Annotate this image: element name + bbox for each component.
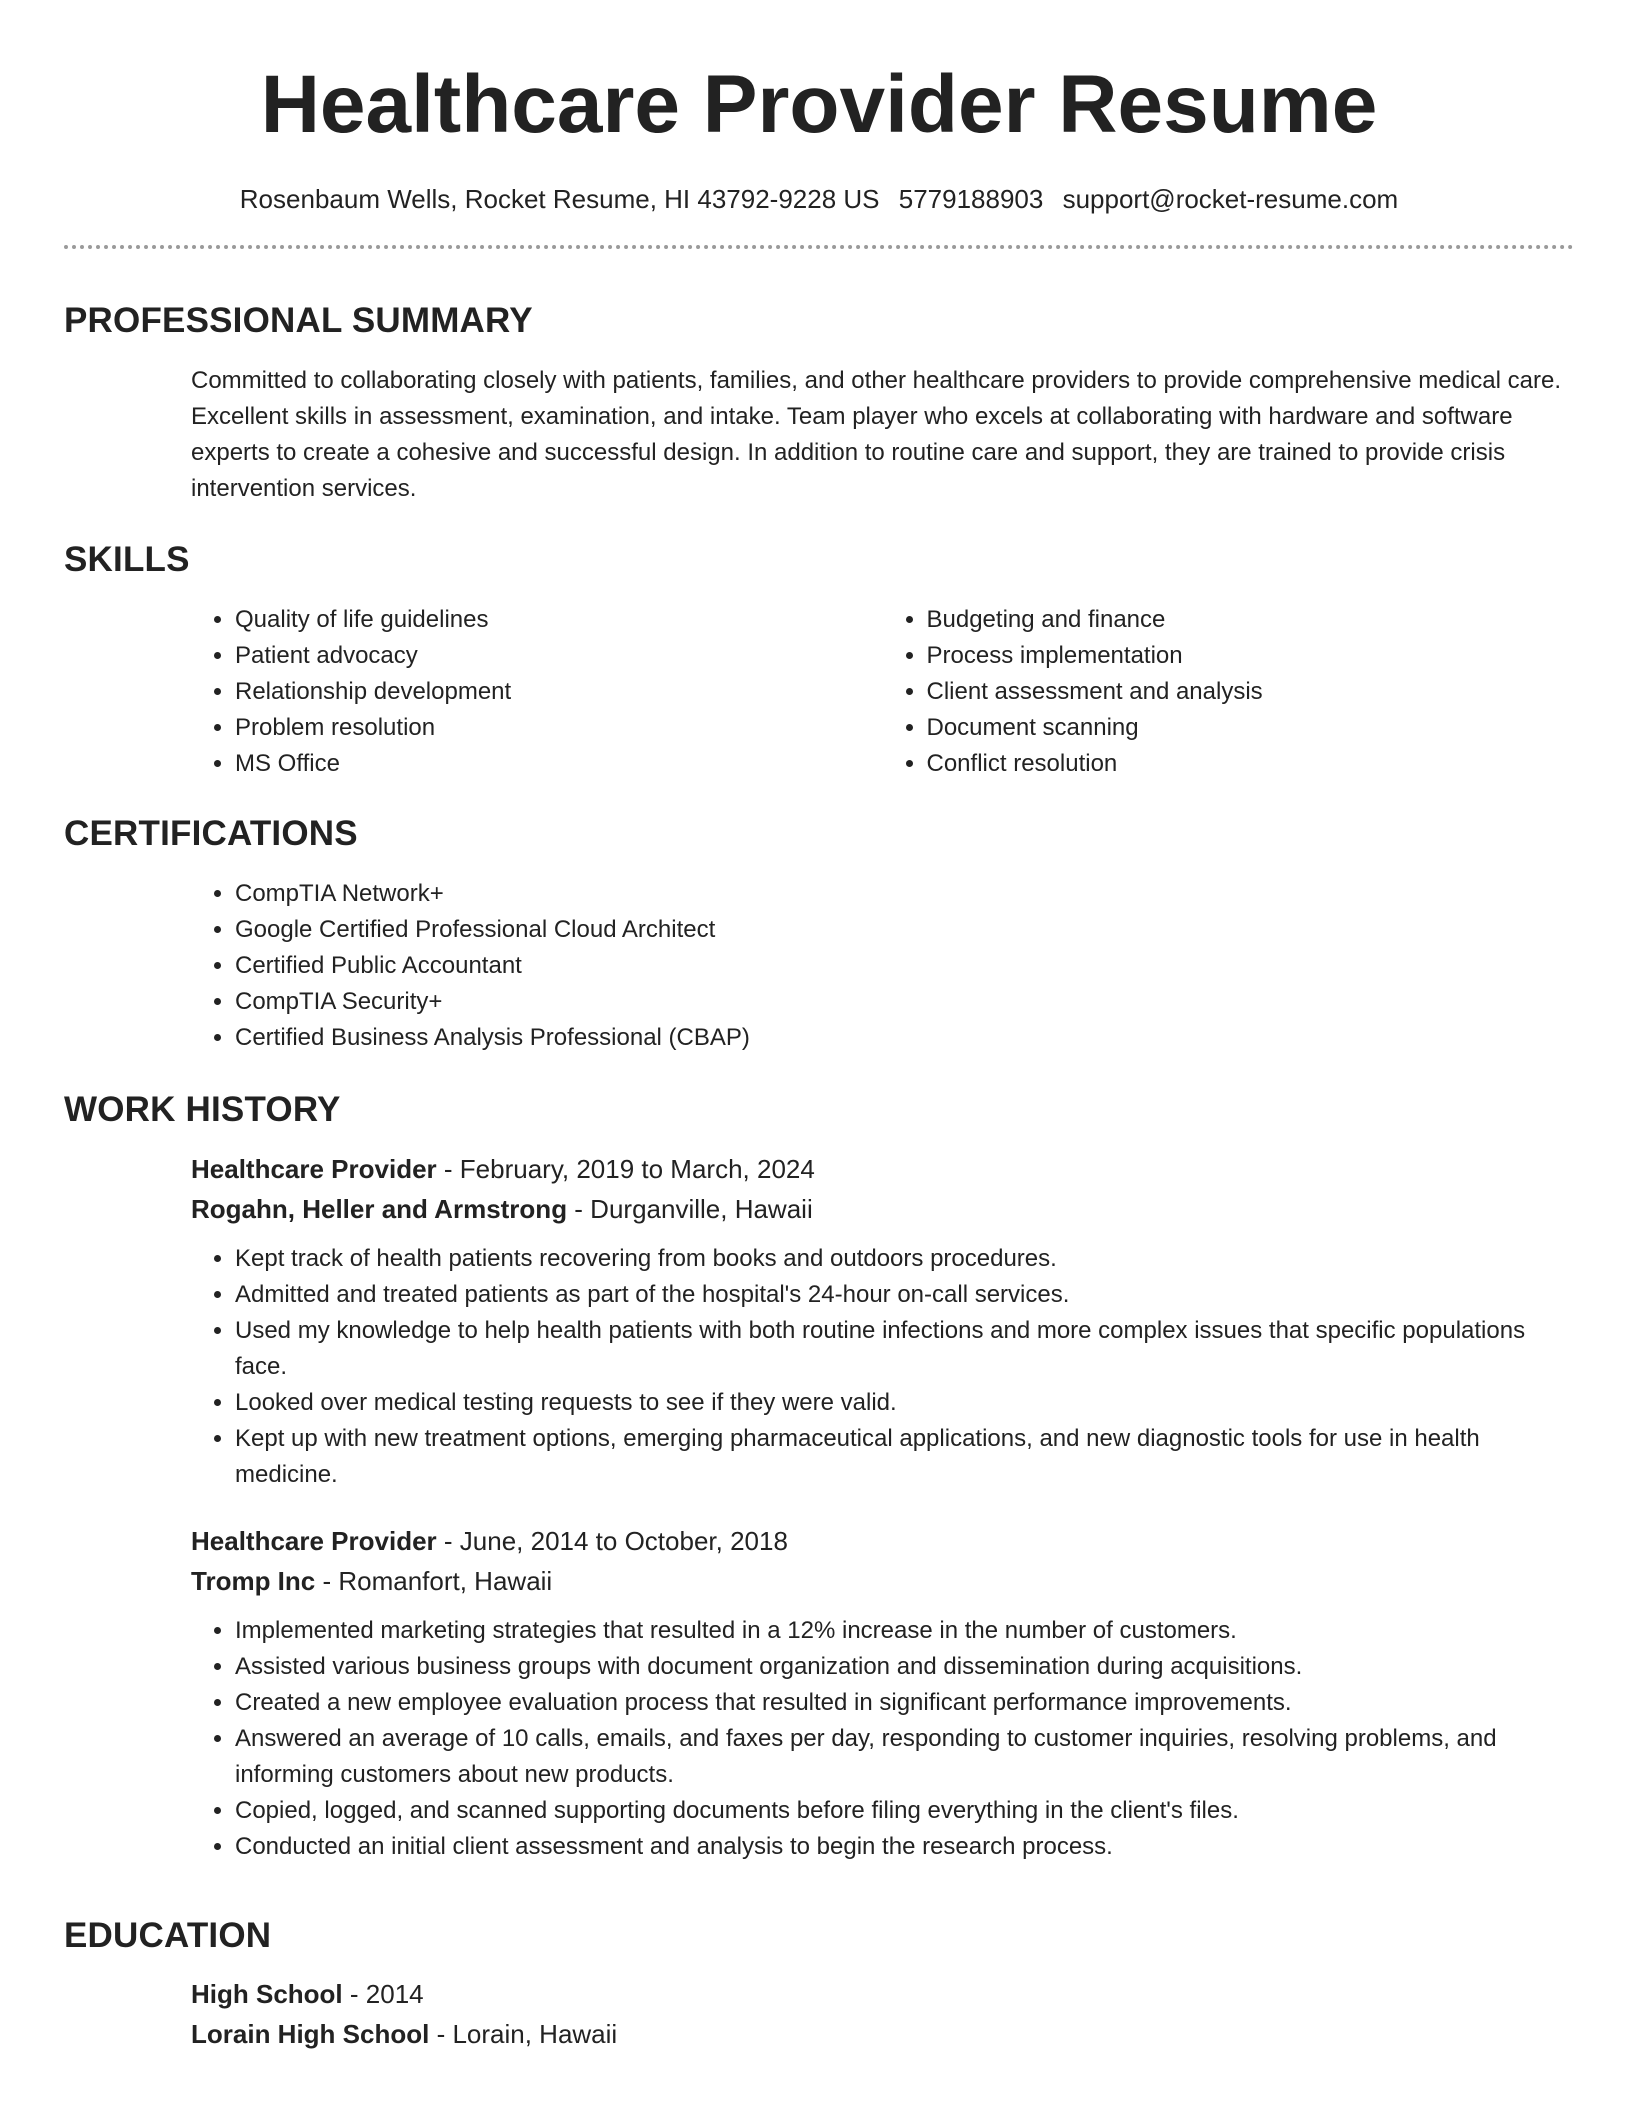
certification-item: • CompTIA Network+ [235,876,1574,912]
contact-phone: 5779188903 [898,184,1044,215]
skill-item: • Process implementation [927,638,1575,674]
education-school: Lorain High School [191,2019,430,2049]
job-duty: • Assisted various business groups with document organization and dissemination during acquisitions. [235,1649,1574,1685]
skills-heading: SKILLS [64,540,190,579]
certification-item: • Google Certified Professional Cloud Architect [235,912,1574,948]
skills-list-right [883,602,1575,782]
job-title-line [191,1149,1574,1189]
education-section [64,1915,1574,2054]
skill-item: • Relationship development [235,674,883,710]
resume-title: Healthcare Provider Resume [260,59,1378,150]
job-title-line [191,1521,1574,1561]
skill-item: • Problem resolution [235,710,883,746]
education-entry [191,1974,1574,2054]
job-dates: - June, 2014 to October, 2018 [436,1526,788,1556]
job-entry [191,1521,1574,1865]
summary-body [191,363,1574,507]
job-company: Tromp Inc [191,1566,316,1596]
certifications-heading: CERTIFICATIONS [64,814,358,853]
work-section [64,1089,1574,1865]
education-degree: High School [191,1979,343,2009]
skills-list-left [191,602,883,782]
job-duties [191,1613,1574,1865]
skill-item: • Quality of life guidelines [235,602,883,638]
job-company-line [191,1189,1574,1229]
summary-section [64,300,1574,507]
job-title: Healthcare Provider [191,1154,437,1184]
job-title: Healthcare Provider [191,1526,437,1556]
job-duty: • Used my knowledge to help health patients with both routine infections and more complex issues that specific populations face. [235,1313,1574,1385]
header-divider [64,245,1574,249]
summary-heading: PROFESSIONAL SUMMARY [64,301,533,340]
education-year: - 2014 [342,1979,424,2009]
certification-item: • CompTIA Security+ [235,984,1574,1020]
job-entry [191,1149,1574,1493]
skill-item: • Document scanning [927,710,1575,746]
job-duty: • Admitted and treated patients as part of the hospital's 24-hour on-call services. [235,1277,1574,1313]
job-duty: • Kept up with new treatment options, emerging pharmaceutical applications, and new diagnostic tools for use in health medicine. [235,1421,1574,1493]
education-heading: EDUCATION [64,1916,272,1955]
job-duty: • Kept track of health patients recovering from books and outdoors procedures. [235,1241,1574,1277]
job-location: - Durganville, Hawaii [567,1194,813,1224]
contact-email: support@rocket-resume.com [1062,184,1399,215]
skill-item: • MS Office [235,746,883,782]
education-degree-line [191,1974,1574,2014]
certifications-list [191,876,1574,1056]
contact-address: Rosenbaum Wells, Rocket Resume, HI 43792-9228 US [239,184,880,215]
job-duty: • Answered an average of 10 calls, emails, and faxes per day, responding to customer inquiries, resolving problems, and informing customers about new products. [235,1721,1574,1793]
certification-item: • Certified Public Accountant [235,948,1574,984]
job-duty: • Implemented marketing strategies that resulted in a 12% increase in the number of customers. [235,1613,1574,1649]
education-location: - Lorain, Hawaii [429,2019,618,2049]
certifications-section [64,813,1574,1056]
certifications-body [191,876,1574,1056]
job-duty: • Looked over medical testing requests to see if they were valid. [235,1385,1574,1421]
skill-item: • Budgeting and finance [927,602,1575,638]
skill-item: • Client assessment and analysis [927,674,1575,710]
certification-item: • Certified Business Analysis Professional (CBAP) [235,1020,1574,1056]
job-company-line [191,1561,1574,1601]
job-duty: • Copied, logged, and scanned supporting documents before filing everything in the client's files. [235,1793,1574,1829]
skill-item: • Conflict resolution [927,746,1575,782]
job-location: - Romanfort, Hawaii [315,1566,553,1596]
summary-text: Committed to collaborating closely with patients, families, and other healthcare providers to provide comprehensive medical care. Excellent skills in assessment, examination, and intake. Team player who excels at collaborating with hardware and software experts to create a cohesive and successful design. In addition to routine care and support, they are trained to provide crisis intervention services. [191,367,1562,502]
work-heading: WORK HISTORY [64,1090,341,1129]
resume-page [64,0,1574,2049]
job-duties [191,1241,1574,1493]
job-company: Rogahn, Heller and Armstrong [191,1194,568,1224]
skill-item: • Patient advocacy [235,638,883,674]
education-school-line [191,2014,1574,2054]
job-dates: - February, 2019 to March, 2024 [436,1154,815,1184]
job-duty: • Created a new employee evaluation process that resulted in significant performance improvements. [235,1685,1574,1721]
skills-columns [191,602,1574,782]
contact-line [64,184,1574,215]
job-duty: • Conducted an initial client assessment and analysis to begin the research process. [235,1829,1574,1865]
skills-section [64,539,1574,782]
